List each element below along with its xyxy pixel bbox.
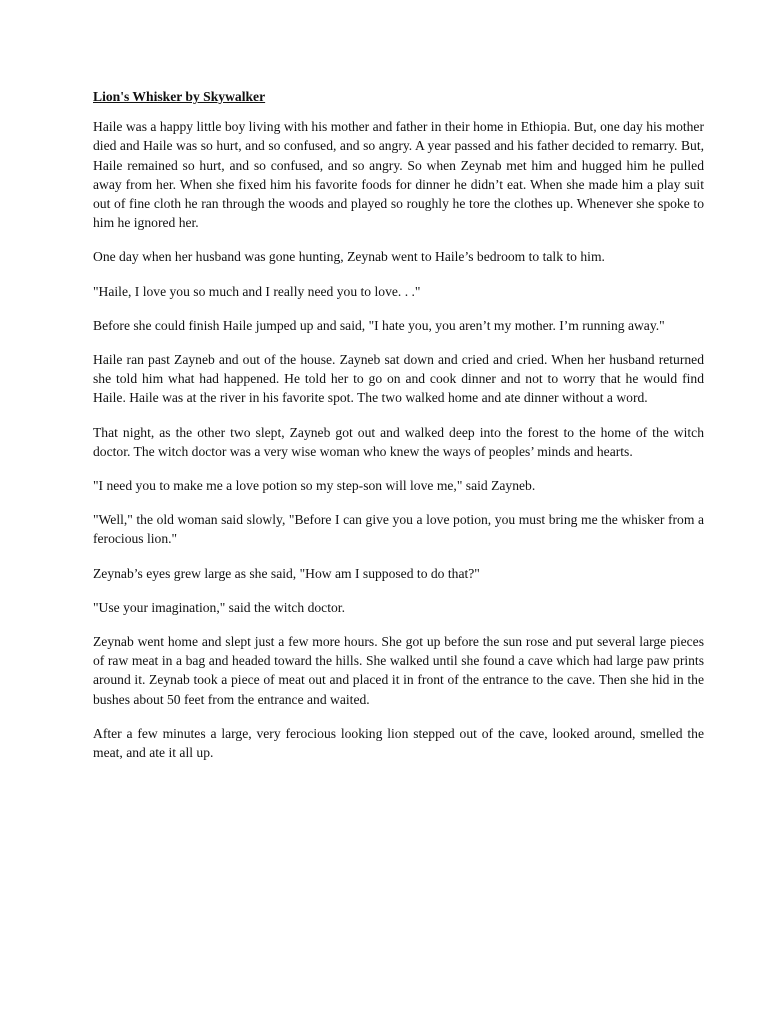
paragraph-4: Before she could finish Haile jumped up and said, "I hate you, you aren’t my mother. I’m running away." [93,317,665,333]
paragraph-6: That night, as the other two slept, Zayneb got out and walked deep into the forest to the home of the witch doctor. The witch doctor was a very wise woman who knew the ways of peoples’ minds and hearts. [93,424,704,459]
paragraph-3: "Haile, I love you so much and I really need you to love. . ." [93,283,421,299]
paragraph-8: "Well," the old woman said slowly, "Before I can give you a love potion, you must bring me the whisker from a ferocious lion." [93,512,704,547]
paragraph-5: Haile ran past Zayneb and out of the house. Zayneb sat down and cried and cried. When her husband returned she told him what had happened. He told her to go on and cook dinner and not to worry that he would find Haile. Haile was at the river in his favorite spot. The two walked home and ate dinner without a word. [93,352,704,406]
paragraph-9: Zeynab’s eyes grew large as she said, "How am I supposed to do that?" [93,565,480,581]
paragraph-11: Zeynab went home and slept just a few more hours. She got up before the sun rose and put several large pieces of raw meat in a bag and headed toward the hills. She walked until she found a cave which had large paw prints around it. Zeynab took a piece of meat out and placed it in front of the entrance to the cave. Then she hid in the bushes about 50 feet from the entrance and waited. [93,634,704,707]
document-page [93,87,704,777]
paragraph-1: Haile was a happy little boy living with his mother and father in their home in Ethiopia. But, one day his mother died and Haile was so hurt, and so confused, and so angry. A year passed and his father decided to remarry. But, Haile remained so hurt, and so confused, and so angry. So when Zeynab met him and hugged him he pulled away from her. When she fixed him his favorite foods for dinner he didn’t eat. When she made him a play suit out of fine cloth he ran through the woods and played so roughly he tore the clothes up. Whenever she spoke to him he ignored her. [93,119,704,231]
paragraph-12: After a few minutes a large, very ferocious looking lion stepped out of the cave, looked around, smelled the meat, and ate it all up. [93,725,704,761]
paragraph-10: "Use your imagination," said the witch doctor. [93,599,345,615]
paragraph-2: One day when her husband was gone hunting, Zeynab went to Haile’s bedroom to talk to him. [93,249,605,265]
paragraph-7: "I need you to make me a love potion so my step-son will love me," said Zayneb. [93,478,536,494]
document-title: Lion's Whisker by Skywalker [93,89,266,104]
